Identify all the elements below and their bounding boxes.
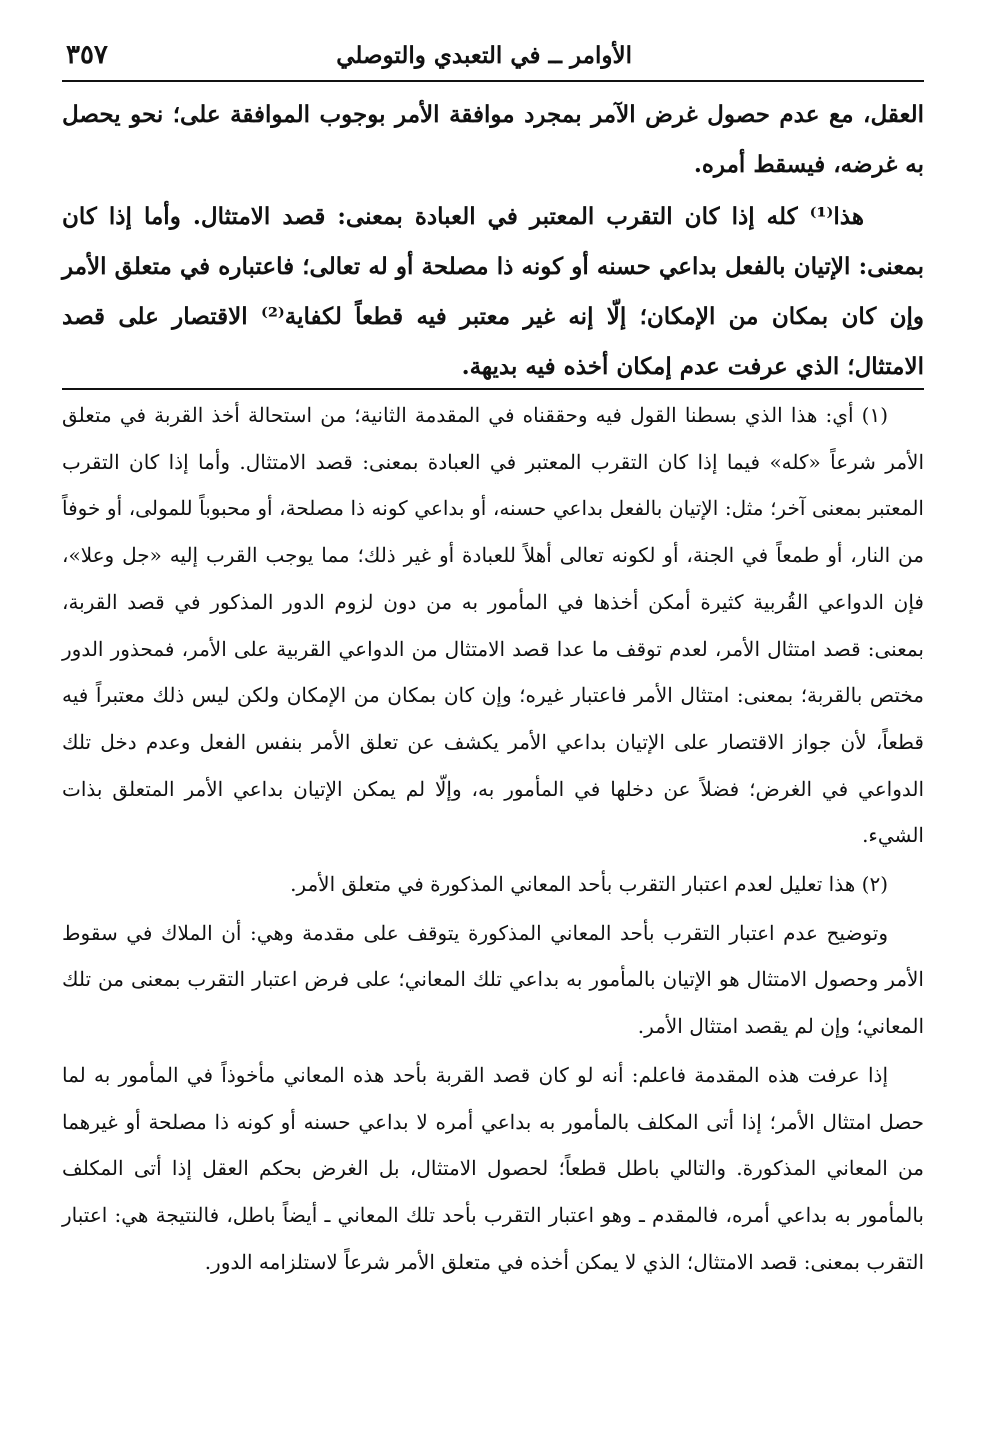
header-rule xyxy=(62,80,924,82)
footnote-paragraph: وتوضيح عدم اعتبار التقرب بأحد المعاني المذكورة يتوقف على مقدمة وهي: أن الملاك في سقوط الأمر وحصول الامتثال هو الإتيان بالمأمور به بداعي تلك المعاني؛ على فرض اعتبار التقرب بمعنى من تلك المعاني؛ وإن لم يقصد امتثال الأمر. xyxy=(62,920,924,1039)
footnote-1: (١) أي: هذا الذي بسطنا القول فيه وحققناه في المقدمة الثانية؛ من استحالة أخذ القربة في متعلق الأمر شرعاً «كله» فيما إذا كان التقرب المعتبر في العبادة بمعنى: قصد الامتثال. وأما إذا كان التقرب المعتبر بمعنى آخر؛ مثل: الإتيان بالفعل بداعي حسنه، أو بداعي كونه ذا مصلحة، أو محبوباً للمولى، أو خوفاً من النار، أو طمعاً في الجنة، أو لكونه تعالى أهلاً للعبادة أو غير ذلك؛ مما يوجب القرب إليه «جل وعلا»، فإن الدواعي القُربية كثيرة أمكن أخذها في المأمور به من دون لزوم الدور المذكور في قصد القربة، بمعنى: قصد امتثال الأمر، لعدم توقف ما عدا قصد الامتثال من الدواعي القربية على الأمر، فمحذور الدور مختص بالقربة؛ بمعنى: امتثال الأمر فاعتبار غيره؛ وإن كان بمكان من الإمكان ولكن ليس ذلك معتبراً فيه قطعاً، لأن جواز الاقتصار على الإتيان بداعي الأمر يكشف عن تعلق الأمر بنفس الفعل وعدم دخل تلك الدواعي في الغرض؛ فضلاً عن دخلها في المأمور به، وإلّا لم يمكن الإتيان بداعي الأمر المتعلق بذات الشيء. xyxy=(62,403,924,848)
footnotes-section xyxy=(62,392,924,1285)
page-number: ٣٥٧ xyxy=(66,40,108,70)
footnote-2: (٢) هذا تعليل لعدم اعتبار التقرب بأحد المعاني المذكورة في متعلق الأمر. xyxy=(290,872,888,897)
main-paragraph: العقل، مع عدم حصول غرض الآمر بمجرد موافقة الأمر بوجوب الموافقة على؛ نحو يحصل به غرضه، فيسقط أمره. xyxy=(62,101,924,178)
main-paragraph: هذا⁽¹⁾ كله إذا كان التقرب المعتبر في العبادة بمعنى: قصد الامتثال. وأما إذا كان بمعنى: الإتيان بالفعل بداعي حسنه أو كونه ذا مصلحة أو له تعالى؛ فاعتباره في متعلق الأمر وإن كان بمكان من الإمكان؛ إلّا إنه غير معتبر فيه قطعاً لكفاية⁽²⁾ الاقتصار على قصد الامتثال؛ الذي عرفت عدم إمكان أخذه فيه بديهة. xyxy=(62,203,924,380)
running-header-title: الأوامر ــ في التعبدي والتوصلي xyxy=(336,42,632,69)
main-text-body xyxy=(62,90,924,394)
running-header xyxy=(62,32,924,82)
footnote-paragraph: إذا عرفت هذه المقدمة فاعلم: أنه لو كان قصد القربة بأحد هذه المعاني مأخوذاً في المأمور به لما حصل امتثال الأمر؛ إذا أتى المكلف بالمأمور به بداعي أمره لا بداعي حسنه أو كونه ذا مصلحة أو غيرهما من المعاني المذكورة. والتالي باطل قطعاً؛ لحصول الامتثال، بل الغرض بحكم العقل إذا أتى المكلف بالمأمور به بداعي أمره، فالمقدم ـ وهو اعتبار التقرب بأحد تلك المعاني ـ أيضاً باطل، فالنتيجة هي: اعتبار التقرب بمعنى: قصد الامتثال؛ الذي لا يمكن أخذه في متعلق الأمر شرعاً لاستلزامه الدور. xyxy=(62,1062,924,1274)
footnote-separator xyxy=(62,388,924,390)
